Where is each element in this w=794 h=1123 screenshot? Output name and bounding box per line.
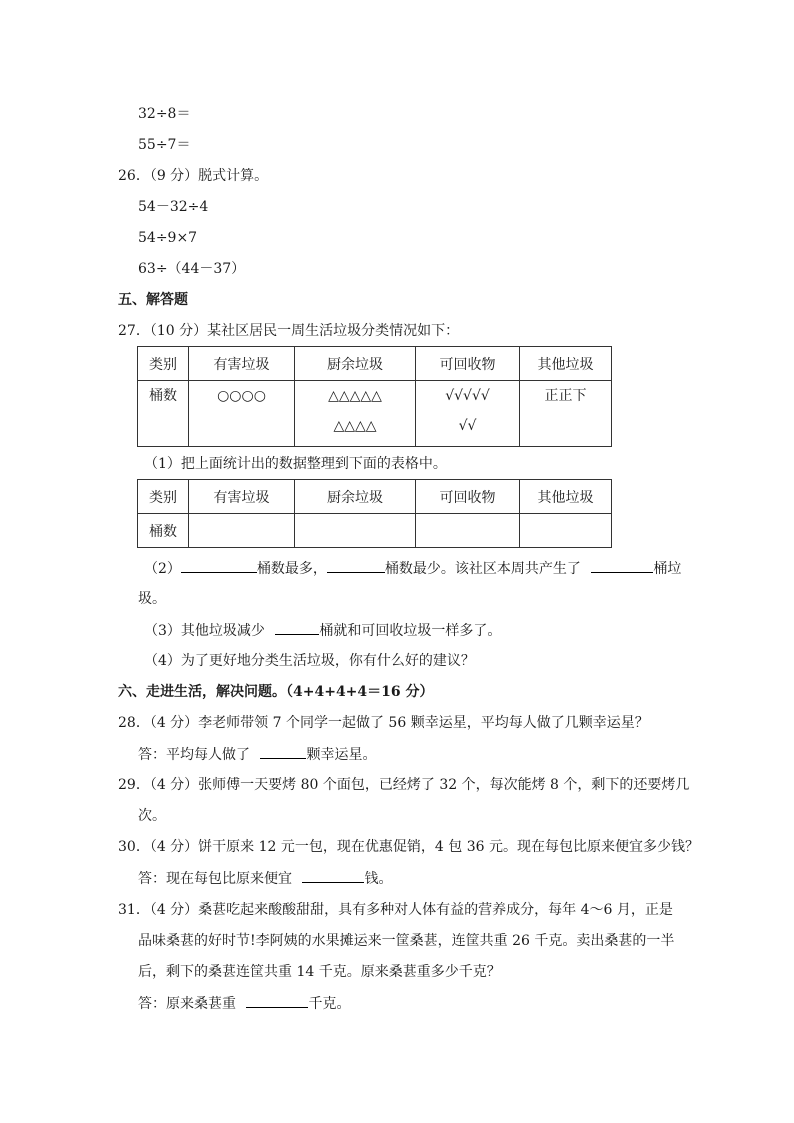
q29-line-2: 次。 bbox=[138, 808, 166, 824]
answer-cell-recyclable[interactable] bbox=[416, 514, 520, 548]
q27-sub2-mid2: 桶数最少。该社区本周共产生了 bbox=[384, 561, 581, 577]
answer-header-row bbox=[138, 480, 612, 514]
q30-answer-prefix: 答：现在每包比原来便宜 bbox=[138, 871, 292, 887]
q28-blank[interactable] bbox=[260, 744, 306, 759]
tally-zheng-marks: 正正下 bbox=[544, 388, 587, 404]
q31-line-1: 31．（4 分）桑葚吃起来酸酸甜甜，具有多种对人体有益的营养成分，每年 4～6 月，正是 bbox=[118, 902, 673, 918]
q30-answer-suffix: 钱。 bbox=[364, 871, 393, 887]
most-blank[interactable] bbox=[181, 558, 257, 573]
q25-item-1: 32÷8＝ bbox=[138, 106, 191, 122]
q30-title: 30．（4 分）饼干原来 12 元一包，现在优惠促销，4 包 36 元。现在每包比原来便宜多少钱？ bbox=[118, 839, 699, 855]
q31-blank[interactable] bbox=[246, 993, 308, 1008]
q26-title: 26．（9 分）脱式计算。 bbox=[118, 168, 269, 184]
tally-kitchen-cell bbox=[295, 381, 416, 447]
answer-header-kitchen: 厨余垃圾 bbox=[295, 480, 416, 514]
tally-header-kitchen: 厨余垃圾 bbox=[295, 347, 416, 381]
tally-header-hazardous: 有害垃圾 bbox=[189, 347, 295, 381]
q27-sub3-prefix: （3）其他垃圾减少 bbox=[144, 623, 265, 639]
section6-title: 六、走进生活，解决问题。（4+4+4+4＝16 分） bbox=[118, 684, 434, 700]
answer-data-row bbox=[138, 514, 612, 548]
tally-header-other: 其他垃圾 bbox=[520, 347, 612, 381]
answer-header-category: 类别 bbox=[138, 480, 189, 514]
answer-cell-kitchen[interactable] bbox=[295, 514, 416, 548]
q27-title: 27．（10 分）某社区居民一周生活垃圾分类情况如下： bbox=[118, 323, 460, 339]
q26-item-2: 54÷9×7 bbox=[138, 230, 198, 246]
q29-line-1: 29．（4 分）张师傅一天要烤 80 个面包，已经烤了 32 个，每次能烤 8 个，剩下的还要烤几 bbox=[118, 777, 690, 793]
answer-row-label: 桶数 bbox=[138, 514, 189, 548]
section5-title: 五、解答题 bbox=[118, 292, 188, 308]
q27-sub4: （4）为了更好地分类生活垃圾，你有什么好的建议？ bbox=[144, 653, 475, 669]
q30-answer bbox=[138, 868, 392, 889]
q27-sub2-wrap: 圾。 bbox=[138, 591, 166, 607]
q28-answer-prefix: 答：平均每人做了 bbox=[138, 747, 250, 763]
q31-answer bbox=[138, 993, 350, 1014]
q30-blank[interactable] bbox=[302, 868, 364, 883]
q31-answer-prefix: 答：原来桑葚重 bbox=[138, 996, 236, 1012]
answer-table bbox=[137, 479, 612, 548]
tally-row-label: 桶数 bbox=[138, 381, 189, 447]
tally-table bbox=[137, 346, 612, 447]
answer-cell-hazardous[interactable] bbox=[189, 514, 295, 548]
answer-header-recyclable: 可回收物 bbox=[416, 480, 520, 514]
tally-checks-row-1: √√√√√ bbox=[445, 388, 490, 404]
q27-sub2-prefix: （2） bbox=[144, 561, 181, 577]
q27-sub3-suffix: 桶就和可回收垃圾一样多了。 bbox=[319, 623, 502, 639]
q28-answer-suffix: 颗幸运星。 bbox=[306, 747, 377, 763]
q27-sub2-end: 桶垃 bbox=[653, 561, 682, 577]
tally-header-row bbox=[138, 347, 612, 381]
answer-header-other: 其他垃圾 bbox=[520, 480, 612, 514]
q28-answer bbox=[138, 744, 376, 765]
q31-line-3: 后，剩下的桑葚连筐共重 14 千克。原来桑葚重多少千克？ bbox=[138, 964, 501, 980]
total-blank[interactable] bbox=[591, 558, 653, 573]
tally-header-category: 类别 bbox=[138, 347, 189, 381]
q28-title: 28．（4 分）李老师带领 7 个同学一起做了 56 颗幸运星，平均每人做了几颗幸运星？ bbox=[118, 715, 649, 731]
answer-cell-other[interactable] bbox=[520, 514, 612, 548]
tally-triangles-row-2: △△△△ bbox=[333, 418, 377, 434]
q31-line-2: 品味桑葚的好时节!李阿姨的水果摊运来一筐桑葚，连筐共重 26 千克。卖出桑葚的一半 bbox=[138, 933, 675, 949]
tally-hazardous-cell bbox=[189, 381, 295, 447]
tally-recyclable-cell bbox=[416, 381, 520, 447]
q31-answer-suffix: 千克。 bbox=[308, 996, 351, 1012]
reduce-blank[interactable] bbox=[275, 620, 319, 635]
q26-item-3: 63÷（44－37） bbox=[138, 261, 246, 277]
q27-sub3 bbox=[144, 620, 501, 641]
q26-item-1: 54－32÷4 bbox=[138, 199, 209, 215]
tally-header-recyclable: 可回收物 bbox=[416, 347, 520, 381]
answer-header-hazardous: 有害垃圾 bbox=[189, 480, 295, 514]
q27-sub2 bbox=[144, 558, 681, 579]
tally-data-row bbox=[138, 381, 612, 447]
tally-checks-row-2: √√ bbox=[458, 418, 477, 434]
q25-item-2: 55÷7＝ bbox=[138, 137, 191, 153]
tally-other-cell bbox=[520, 381, 612, 447]
tally-triangles-row-1: △△△△△ bbox=[328, 388, 382, 404]
q27-sub2-mid1: 桶数最多， bbox=[256, 561, 327, 577]
tally-circles: ○○○○ bbox=[217, 388, 266, 404]
q27-sub1: （1）把上面统计出的数据整理到下面的表格中。 bbox=[144, 456, 447, 472]
least-blank[interactable] bbox=[327, 558, 385, 573]
